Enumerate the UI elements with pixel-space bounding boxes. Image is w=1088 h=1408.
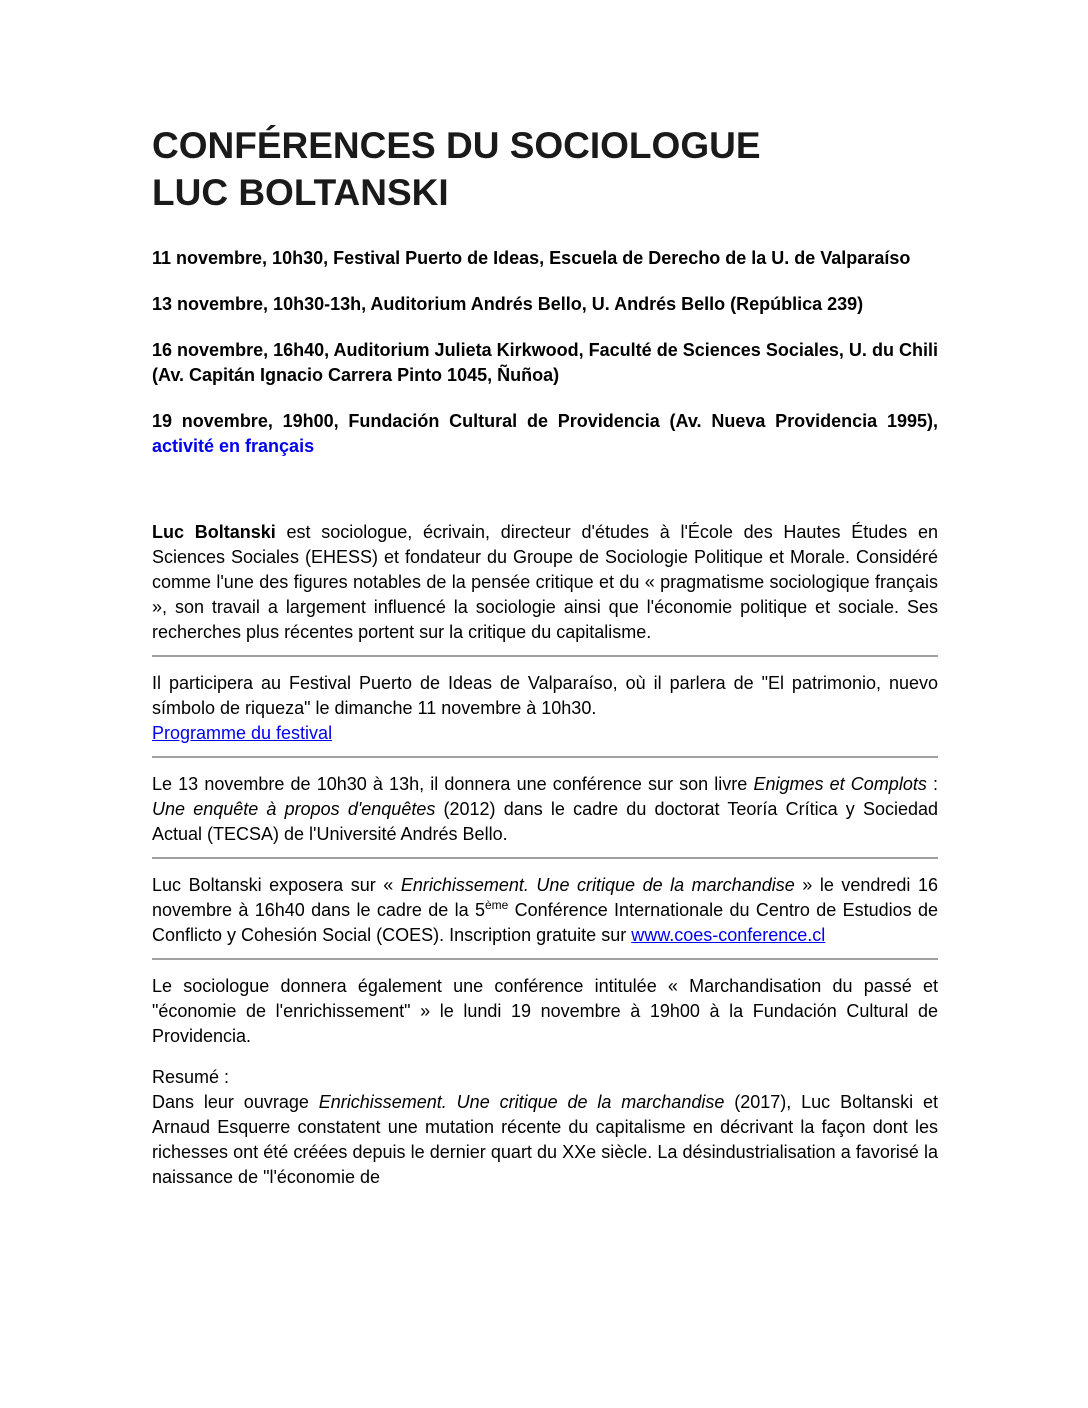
schedule-item-text: 11 novembre, 10h30, Festival Puerto de Ideas, Escuela de Derecho de la U. de Valparaíso bbox=[152, 248, 911, 268]
tecsa-paragraph bbox=[152, 772, 938, 847]
festival-paragraph bbox=[152, 671, 938, 746]
providencia-paragraph bbox=[152, 974, 938, 1049]
bio-text: est sociologue, écrivain, directeur d'études à l'École des Hautes Études en Sciences Sociales (EHESS) et fondateur du Groupe de Sociologie Politique et Morale. Considéré comme l'une des figures notables de la pensée critique et du « pragmatisme sociologique français », son travail a largement influencé la sociologie ainsi que l'économie politique et sociale. Ses recherches plus récentes portent sur la critique du capitalisme. bbox=[152, 522, 938, 642]
book-subtitle-enquete: Une enquête à propos d'enquêtes bbox=[152, 799, 436, 819]
book-title-enrichissement: Enrichissement. Une critique de la marchandise bbox=[400, 875, 795, 895]
section-divider bbox=[152, 958, 938, 960]
schedule-item-text: 16 novembre, 16h40, Auditorium Julieta Kirkwood, Faculté de Sciences Sociales, U. du Chili (Av. Capitán Ignacio Carrera Pinto 1045, Ñuñoa) bbox=[152, 340, 938, 385]
resume-label: Resumé : bbox=[152, 1067, 230, 1087]
tecsa-text: : bbox=[926, 774, 938, 794]
resume-paragraph bbox=[152, 1065, 938, 1190]
bio-name: Luc Boltanski bbox=[152, 522, 276, 542]
tecsa-text: Le 13 novembre de 10h30 à 13h, il donnera une conférence sur son livre bbox=[152, 774, 754, 794]
schedule-item-providencia bbox=[152, 409, 938, 459]
section-divider bbox=[152, 756, 938, 758]
activite-en-francais-link[interactable]: activité en français bbox=[152, 436, 315, 456]
coes-text: Conférence Internationale du Centro de Estudios de Conflicto y Cohesión Social (COES). Inscription gratuite sur bbox=[152, 900, 938, 945]
section-divider bbox=[152, 655, 938, 657]
programme-du-festival-link[interactable]: Programme du festival bbox=[152, 723, 333, 743]
section-divider bbox=[152, 857, 938, 859]
ordinal-superscript: ème bbox=[484, 898, 509, 912]
page-title bbox=[152, 122, 938, 216]
book-title-enrichissement: Enrichissement. Une critique de la marchandise bbox=[318, 1092, 725, 1112]
coes-conference-link[interactable]: www.coes-conference.cl bbox=[631, 925, 826, 945]
schedule-item-valparaiso bbox=[152, 246, 938, 271]
page-title-line-2: LUC BOLTANSKI bbox=[152, 172, 449, 213]
tecsa-text: (2012) dans le cadre du doctorat Teoría Crítica y Sociedad Actual (TECSA) de l'Université Andrés Bello. bbox=[152, 799, 938, 844]
providencia-text: Le sociologue donnera également une conférence intitulée « Marchandisation du passé et "économie de l'enrichissement" » le lundi 19 novembre à 19h00 à la Fundación Cultural de Providencia. bbox=[152, 976, 938, 1046]
schedule-item-text: 13 novembre, 10h30-13h, Auditorium Andrés Bello, U. Andrés Bello (República 239) bbox=[152, 294, 864, 314]
book-title-enigmes: Enigmes et Complots bbox=[753, 774, 927, 794]
festival-text: Il participera au Festival Puerto de Ideas de Valparaíso, où il parlera de "El patrimonio, nuevo símbolo de riqueza" le dimanche 11 novembre à 10h30. bbox=[152, 673, 938, 718]
resume-text: Dans leur ouvrage bbox=[152, 1092, 319, 1112]
schedule-item-text: 19 novembre, 19h00, Fundación Cultural de Providencia (Av. Nueva Providencia 1995), bbox=[152, 411, 938, 431]
coes-text: Luc Boltanski exposera sur « bbox=[152, 875, 401, 895]
coes-paragraph bbox=[152, 873, 938, 948]
bio-paragraph bbox=[152, 520, 938, 645]
schedule-item-u-chili bbox=[152, 338, 938, 388]
coes-text: » le vendredi 16 novembre à 16h40 dans le cadre de la 5 bbox=[152, 875, 938, 920]
document-page bbox=[152, 0, 938, 1190]
page-title-line-1: CONFÉRENCES DU SOCIOLOGUE bbox=[152, 125, 761, 166]
resume-text: (2017), Luc Boltanski et Arnaud Esquerre constatent une mutation récente du capitalisme en décrivant la façon dont les richesses ont été créées depuis le dernier quart du XXe siècle. La désindustrialisation a favorisé la naissance de "l'économie de bbox=[152, 1092, 939, 1187]
schedule-item-andres-bello bbox=[152, 292, 938, 317]
